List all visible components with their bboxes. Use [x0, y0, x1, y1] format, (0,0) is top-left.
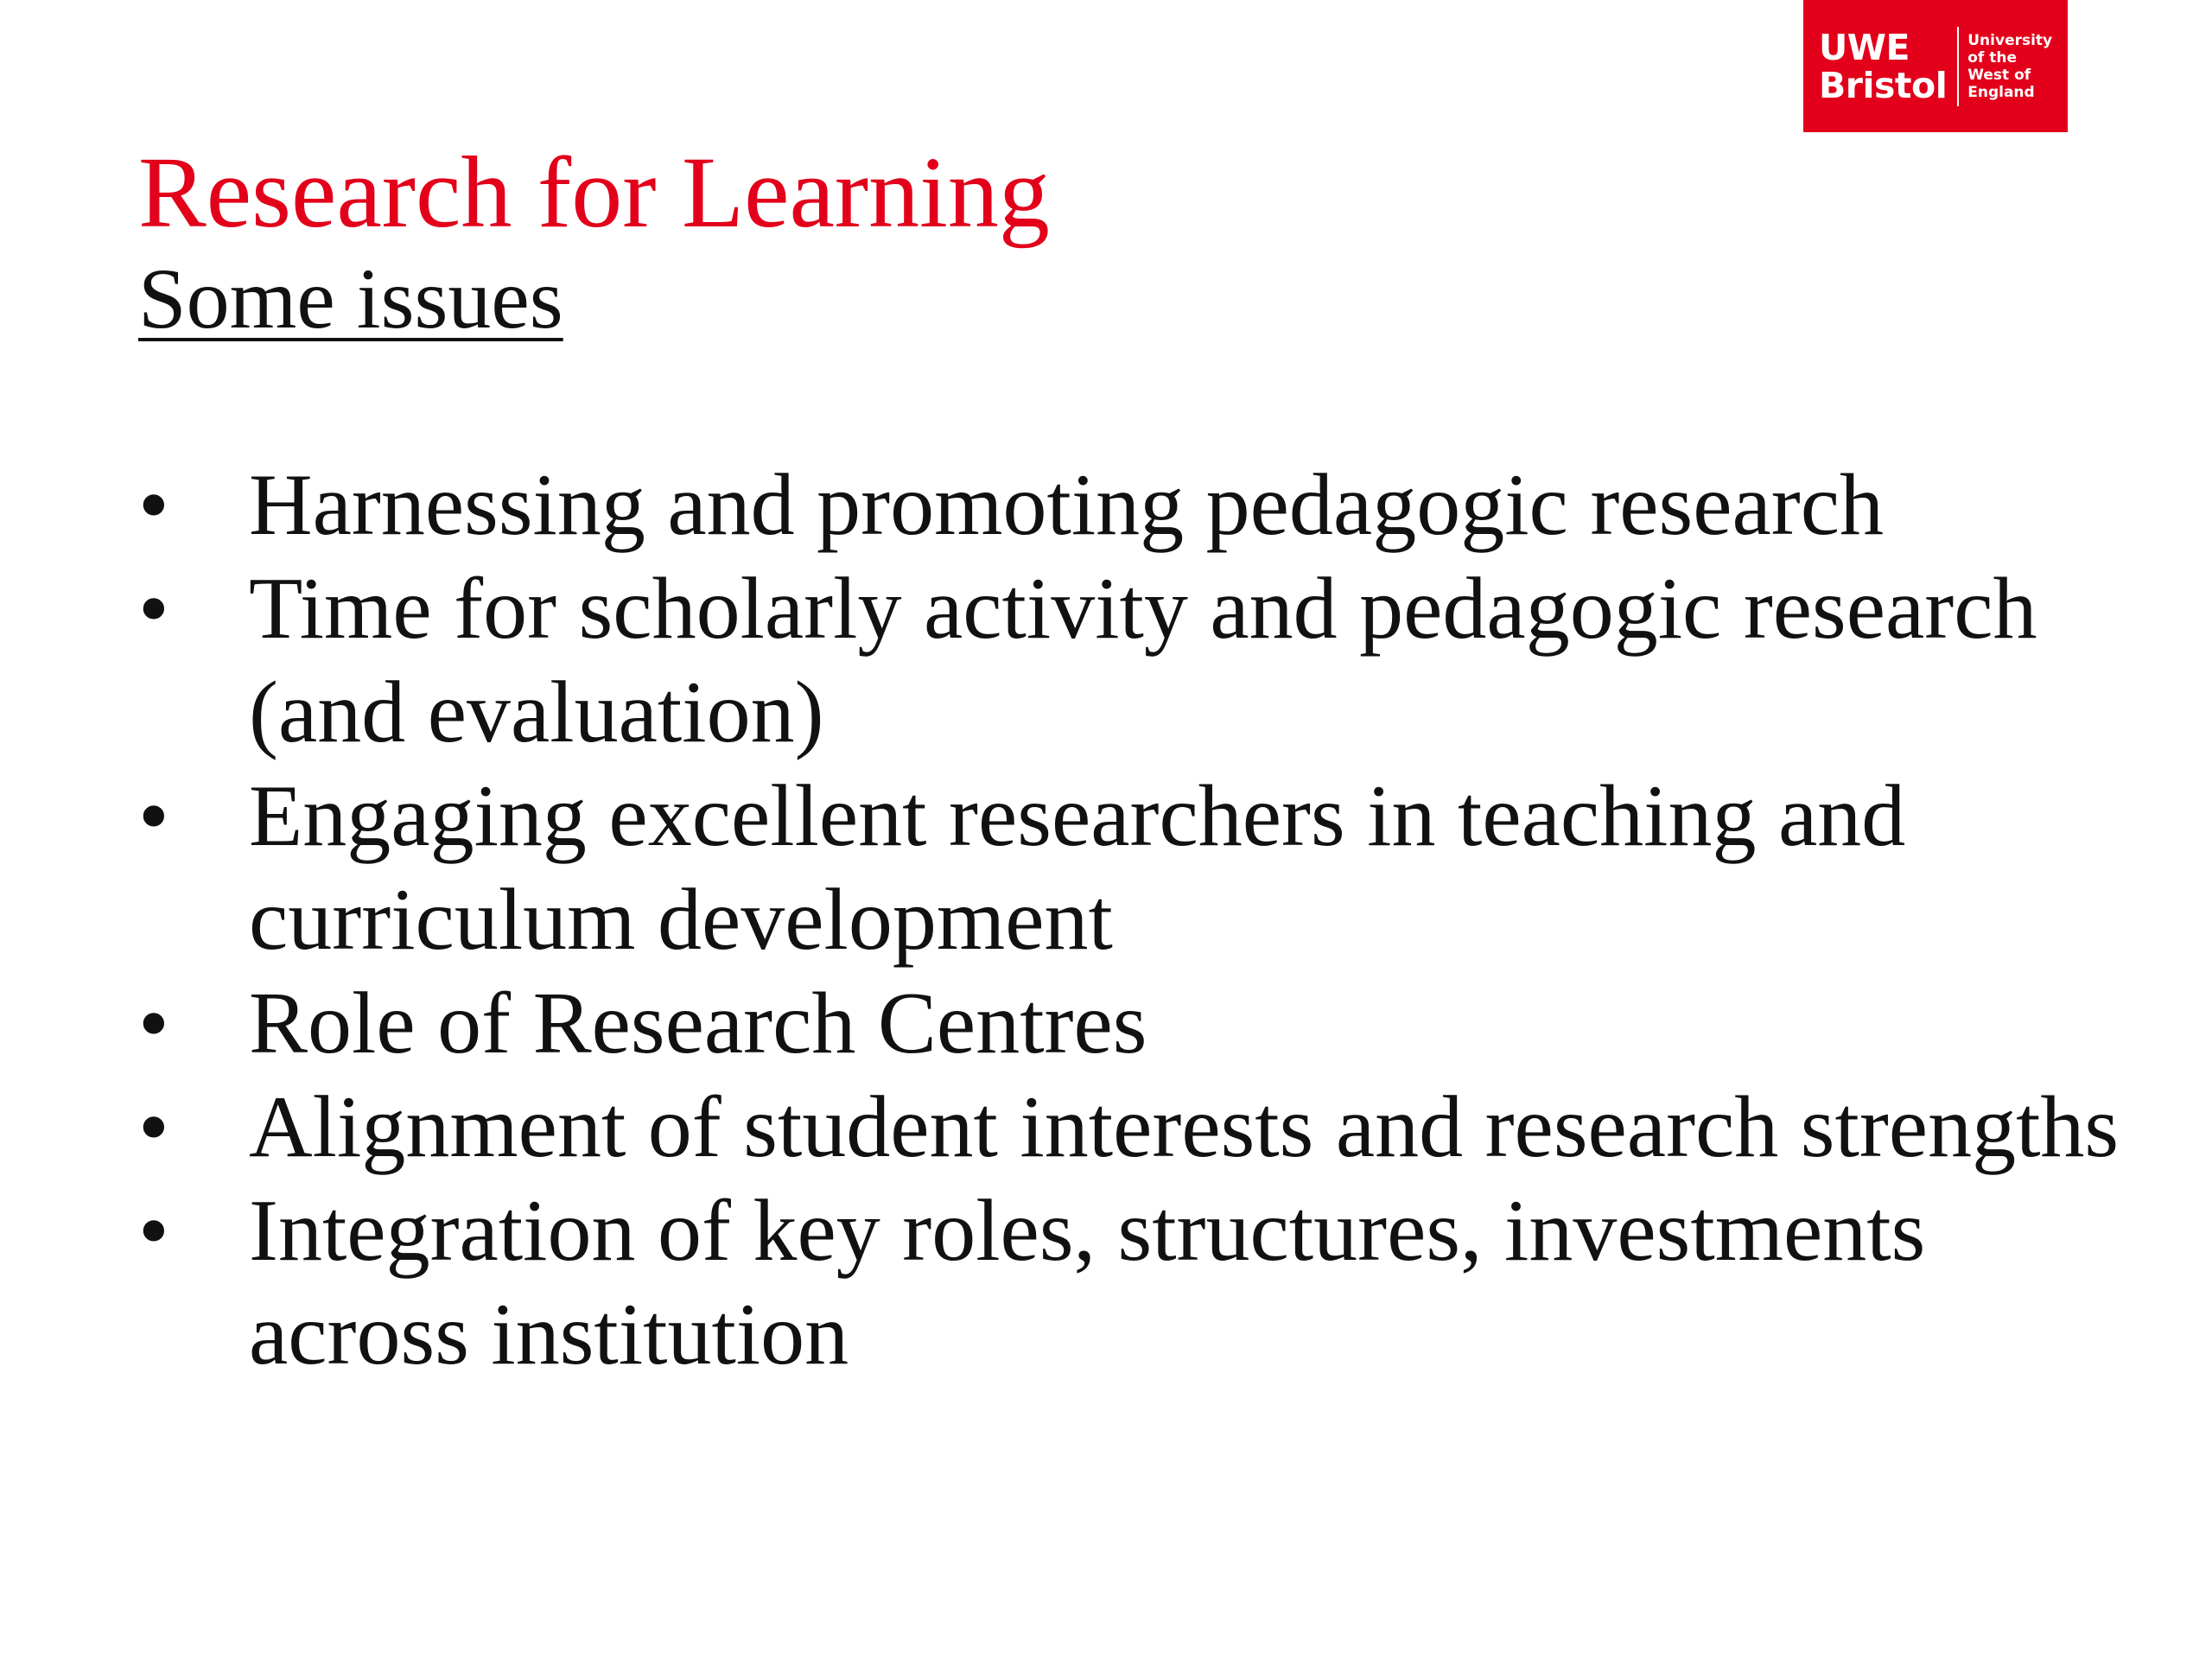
bullet-item	[138, 1179, 2126, 1387]
slide-title: Research for Learning	[138, 136, 1050, 249]
bullet-text: Harnessing and promoting pedagogic research	[249, 456, 1885, 554]
logo-sub-line3: West of	[1967, 66, 2031, 84]
bullet-item	[138, 1076, 2126, 1179]
bullet-icon: •	[138, 560, 169, 658]
logo-divider	[1957, 27, 1959, 106]
bullet-item	[138, 454, 2126, 557]
logo-wordmark-line2: Bristol	[1819, 64, 1948, 106]
bullet-list	[138, 454, 2126, 1387]
uwe-bristol-logo	[1803, 0, 2068, 132]
logo-university-name	[1967, 32, 2052, 101]
bullet-icon: •	[138, 1182, 169, 1280]
bullet-text: Alignment of student interests and research strengths	[249, 1078, 2120, 1176]
logo-sub-line4: England	[1967, 83, 2035, 101]
bullet-icon: •	[138, 975, 169, 1072]
logo-sub-line2: of the	[1967, 48, 2018, 67]
bullet-text: Engaging excellent researchers in teaching and curriculum development	[249, 767, 1906, 969]
bullet-icon: •	[138, 767, 169, 865]
logo-sub-line1: University	[1967, 31, 2053, 49]
bullet-icon: •	[138, 456, 169, 554]
bullet-text: Integration of key roles, structures, investments across institution	[249, 1182, 1926, 1383]
bullet-text: Role of Research Centres	[249, 975, 1147, 1072]
bullet-item	[138, 557, 2126, 765]
bullet-item	[138, 972, 2126, 1076]
logo-wordmark	[1819, 26, 1948, 106]
bullet-text: Time for scholarly activity and pedagogic research (and evaluation)	[249, 560, 2037, 761]
bullet-icon: •	[138, 1078, 169, 1176]
logo-wordmark-line1: UWE	[1819, 26, 1910, 68]
bullet-item	[138, 765, 2126, 972]
slide-subtitle: Some issues	[138, 251, 563, 346]
